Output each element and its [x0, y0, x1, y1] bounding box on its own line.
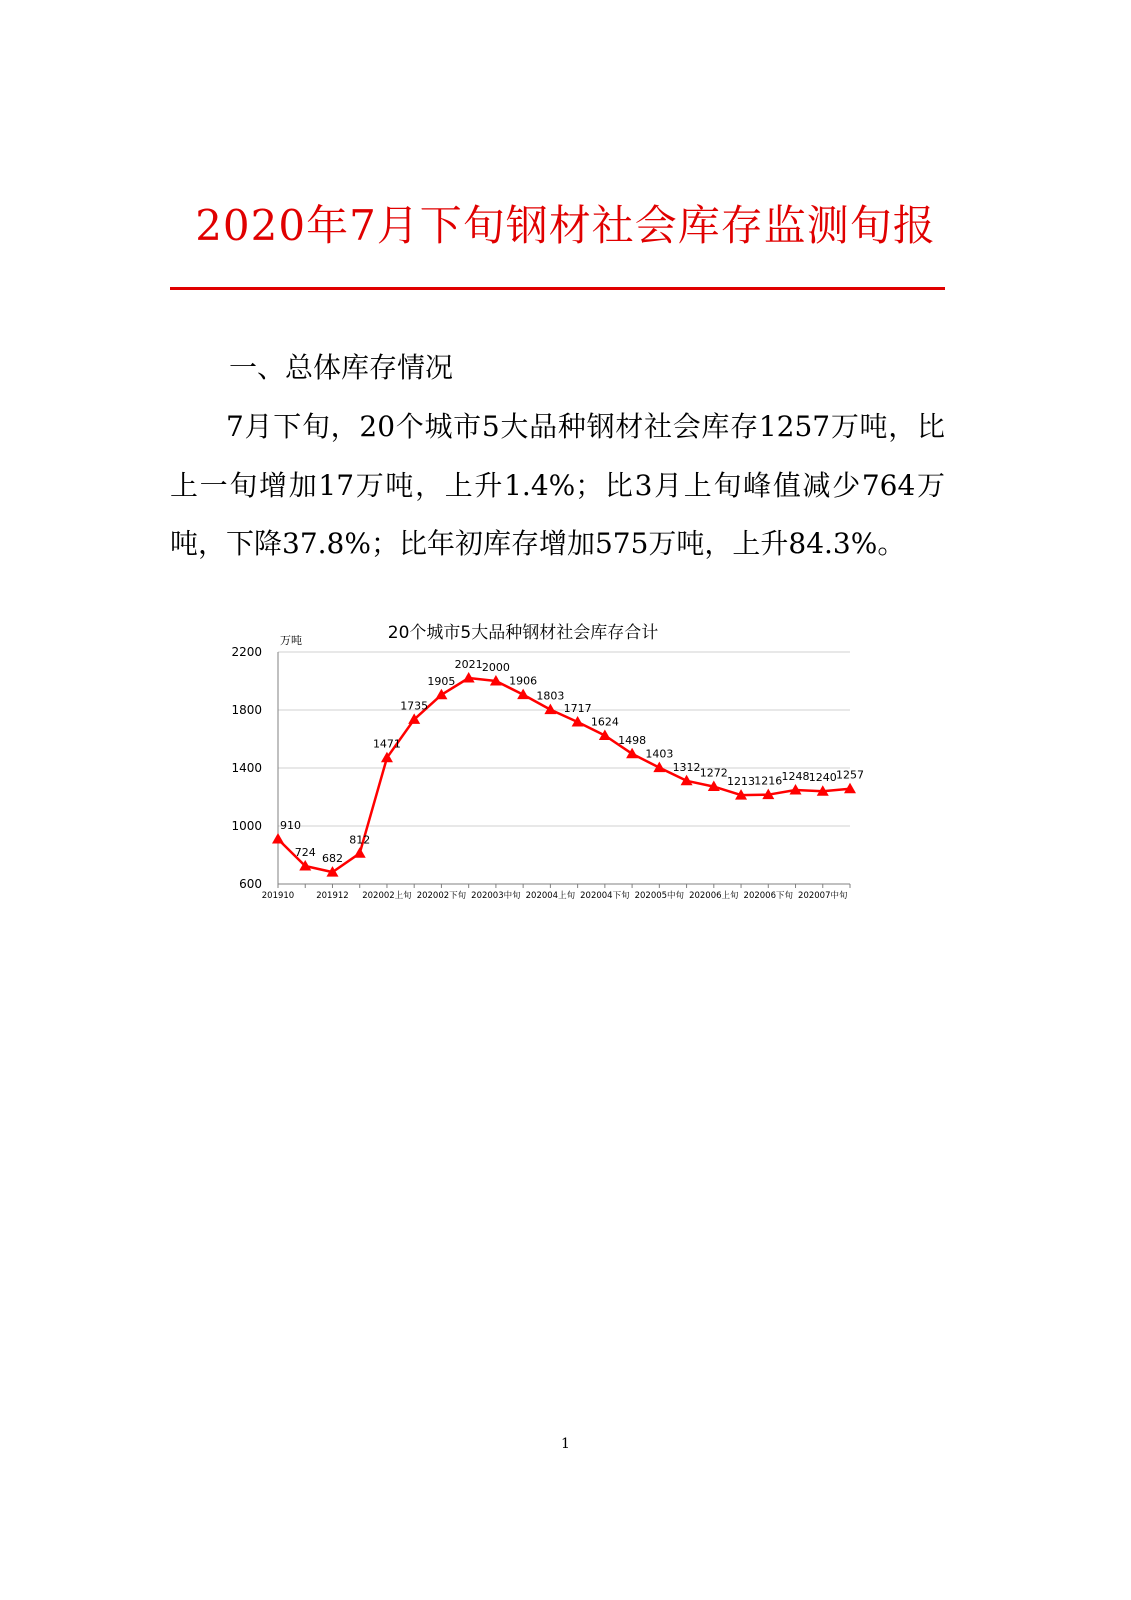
data-point-marker: [626, 748, 638, 759]
x-tick-labels: [262, 890, 848, 901]
data-label: 1905: [427, 674, 456, 688]
data-point-marker: [354, 847, 366, 858]
x-tick-label: 202007中旬: [798, 891, 848, 901]
x-tick-label: 201910: [261, 891, 295, 901]
data-label: 1213: [727, 775, 756, 789]
x-tick-label: 202006上旬: [689, 891, 739, 901]
x-tick-label: 202002下旬: [416, 891, 467, 901]
data-label: 1735: [400, 699, 429, 713]
section-heading: 一、总体库存情况: [229, 351, 454, 384]
data-labels: [280, 658, 864, 865]
x-tick-label: 202002上旬: [362, 891, 412, 901]
x-tick-label: 202004上旬: [525, 891, 576, 901]
y-tick-labels: [231, 645, 262, 891]
y-tick-label: 1800: [231, 703, 262, 717]
y-tick-label: 600: [239, 877, 262, 891]
x-tick-label: 202006下旬: [743, 891, 794, 901]
y-tick-label: 1400: [231, 761, 262, 775]
data-label: 1624: [590, 715, 619, 729]
data-label: 1272: [699, 766, 728, 780]
data-label: 1717: [563, 702, 592, 716]
data-point-marker: [544, 704, 556, 715]
data-label: 682: [321, 852, 343, 866]
x-tick-label: 201912: [316, 891, 349, 901]
page-number: 1: [561, 1436, 570, 1452]
data-point-marker: [272, 833, 284, 844]
x-tick-label: 202004下旬: [580, 891, 630, 901]
summary-paragraph: 7月下旬，20个城市5大品种钢材社会库存1257万吨，比上一旬增加17万吨，上升1.4%；比3月上旬峰值减少764万吨，下降37.8%；比年初库存增加575万吨，上升84.3%。: [170, 410, 945, 560]
data-label: 1248: [781, 770, 810, 784]
x-tick-label: 202003中旬: [471, 891, 521, 901]
data-label: 1498: [618, 733, 647, 747]
inventory-line-chart: [228, 612, 888, 912]
data-label: 1240: [808, 771, 837, 785]
report-title: 2020年7月下旬钢材社会库存监测旬报: [195, 201, 936, 250]
data-point-marker: [435, 689, 447, 700]
data-label: 1471: [372, 737, 401, 751]
data-label: 1257: [836, 768, 864, 782]
axes: [278, 652, 850, 888]
data-label: 1906: [509, 674, 538, 688]
data-label: 1803: [536, 689, 565, 703]
gridlines: [278, 652, 850, 884]
data-label: 910: [280, 819, 301, 833]
data-label: 2000: [481, 661, 510, 674]
chart-title: 20个城市5大品种钢材社会库存合计: [387, 623, 659, 643]
y-axis-unit-label: 万吨: [280, 634, 302, 647]
data-label: 1312: [672, 760, 701, 774]
y-tick-label: 1000: [231, 819, 262, 833]
data-label: 1216: [754, 774, 783, 788]
data-label: 812: [349, 833, 371, 847]
data-label: 2021: [454, 657, 483, 671]
x-tick-label: 202005中旬: [634, 891, 685, 901]
title-divider: [170, 287, 945, 290]
data-label: 724: [294, 846, 316, 860]
data-label: 1403: [645, 747, 674, 761]
y-tick-label: 2200: [231, 645, 262, 659]
